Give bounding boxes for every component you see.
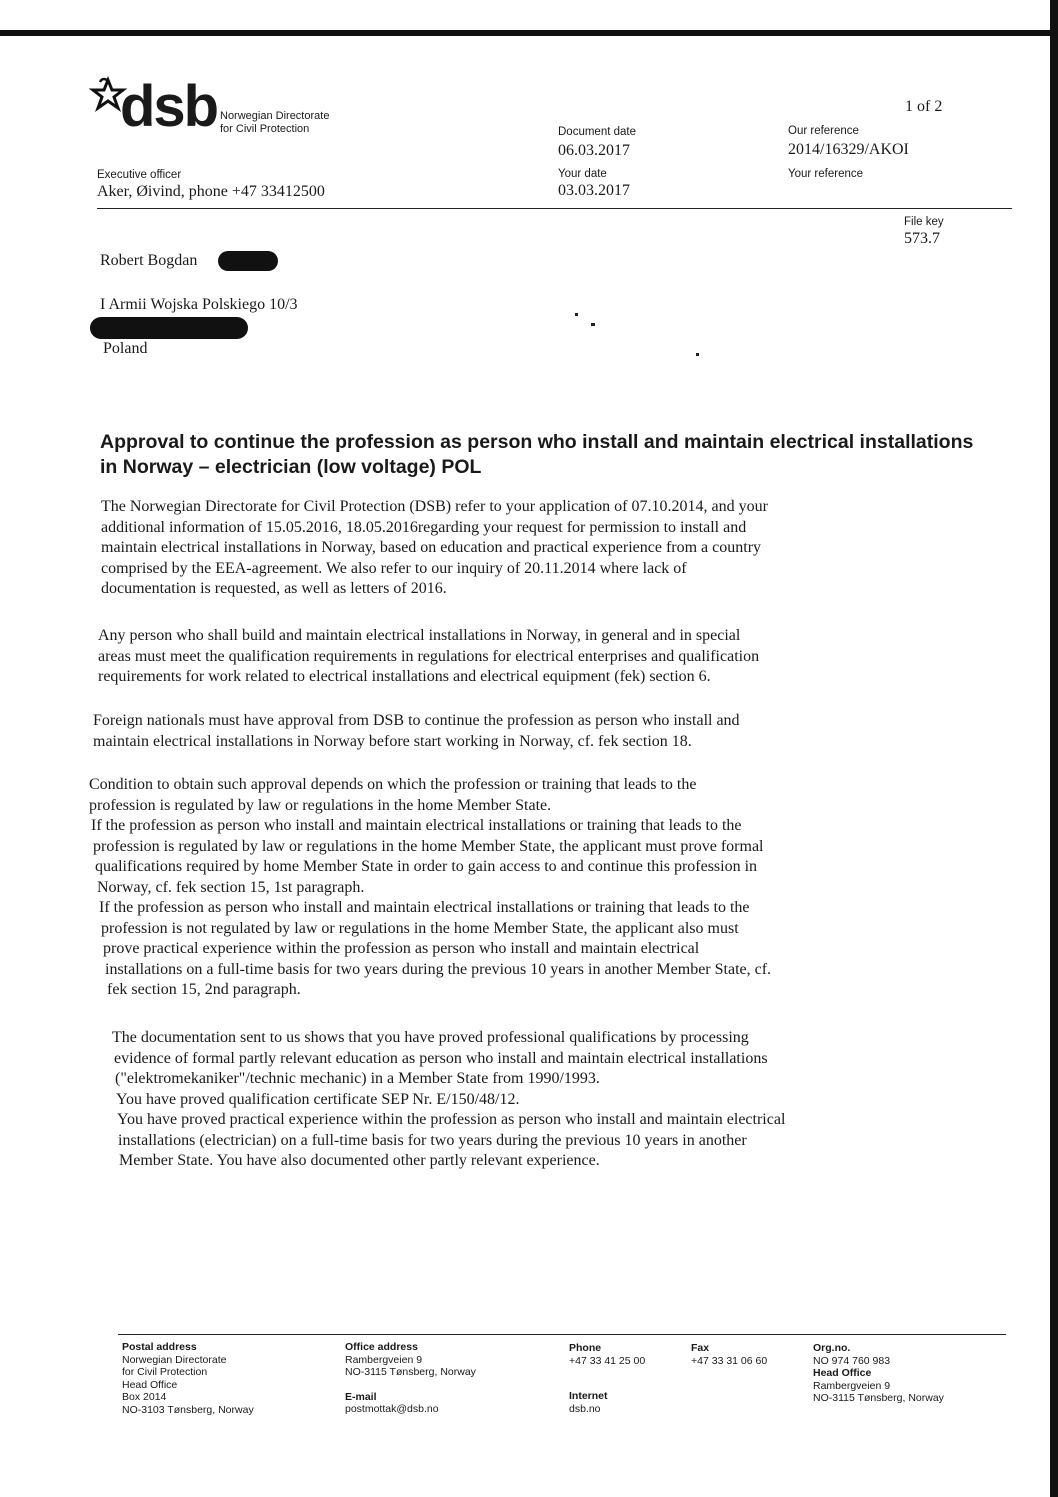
text-line: prove practical experience within the profession as person who install and maintain electrical [103, 940, 700, 957]
paragraph-qualification-requirements [98, 626, 998, 688]
footer-heading: Head Office [813, 1367, 872, 1379]
our-reference-label: Our reference [788, 125, 859, 137]
your-date-label: Your date [558, 168, 607, 180]
document-date-label: Document date [558, 126, 636, 138]
text-line: Condition to obtain such approval depends on which the profession or training that leads to the [89, 776, 697, 793]
text-line: profession is not regulated by law or regulations in the home Member State, the applicant also must [101, 919, 739, 937]
footer-heading: Phone [569, 1342, 602, 1354]
your-date: 03.03.2017 [558, 182, 630, 199]
footer-website: dsb.no [569, 1402, 601, 1415]
your-reference-label: Your reference [788, 168, 864, 180]
footer-heading: E-mail [345, 1390, 377, 1403]
footer-phone [569, 1342, 679, 1415]
text-line: evidence of formal partly relevant education as person who install and maintain electrical installations [114, 1049, 768, 1067]
footer-line: NO-3103 Tønsberg, Norway [122, 1403, 254, 1416]
executive-officer: Aker, Øivind, phone +47 33412500 [97, 183, 325, 200]
file-key-label: File key [904, 216, 944, 228]
footer-line: Box 2014 [122, 1391, 167, 1403]
text-line: Member State. You have also documented other partly relevant experience. [119, 1152, 600, 1169]
text-line: The documentation sent to us shows that you have proved professional qualifications by processing [112, 1029, 749, 1046]
page-count: 1 of 2 [905, 98, 943, 115]
text-line: installations (electrician) on a full-time basis for two years during the previous 10 years in another [118, 1131, 747, 1149]
text-line: fek section 15, 2nd paragraph. [107, 981, 301, 998]
text-line: You have proved qualification certificate SEP Nr. E/150/48/12. [116, 1090, 520, 1108]
text-line: profession is regulated by law or regulations in the home Member State, the applicant must prove formal [93, 837, 764, 855]
scan-right-edge [1050, 0, 1058, 1497]
text-line: additional information of 15.05.2016, 18.05.2016regarding your request for permission to install and [101, 518, 747, 536]
scan-speck [591, 323, 595, 326]
footer-org [813, 1342, 998, 1405]
text-line: If the profession as person who install and maintain electrical installations or training that leads to the [91, 817, 742, 834]
paragraph-documentation-findings [112, 1028, 1012, 1172]
footer-fax-number: +47 33 31 06 60 [691, 1354, 768, 1367]
file-key: 573.7 [904, 230, 940, 247]
recipient-name: Robert Bogdan [100, 252, 198, 269]
footer-line: Rambergveien 9 [813, 1379, 891, 1392]
footer-line: NO-3115 Tønsberg, Norway [813, 1392, 944, 1404]
org-name-line1: Norwegian Directorate [220, 110, 330, 122]
scan-speck [696, 353, 699, 356]
scan-top-edge [0, 30, 1058, 36]
text-line: comprised by the EEA-agreement. We also refer to our inquiry of 20.11.2014 where lack of [101, 559, 687, 577]
footer-fax [691, 1342, 801, 1367]
recipient-country: Poland [103, 340, 148, 357]
footer-heading: Office address [345, 1341, 418, 1353]
our-reference: 2014/16329/AKOI [788, 141, 909, 158]
paragraph-foreign-nationals [93, 711, 993, 752]
footer-divider [118, 1334, 1006, 1335]
footer-heading: Org.no. [813, 1342, 851, 1354]
text-line: maintain electrical installations in Norway before start working in Norway, cf. fek section 18. [93, 732, 692, 750]
footer-heading: Postal address [122, 1341, 197, 1353]
text-line: Foreign nationals must have approval from DSB to continue the profession as person who install and [93, 712, 740, 729]
text-line: areas must meet the qualification requirements in regulations for electrical enterprises and qualification [98, 647, 760, 665]
recipient-street: I Armii Wojska Polskiego 10/3 [100, 296, 298, 313]
text-line: profession is regulated by law or regulations in the home Member State. [89, 796, 552, 814]
executive-officer-label: Executive officer [97, 169, 182, 181]
footer-line: Rambergveien 9 [345, 1353, 423, 1366]
footer-line: Head Office [122, 1378, 178, 1391]
paragraph-application-reference [101, 497, 1001, 600]
redacted-surname [218, 251, 278, 271]
letter-title: Approval to continue the profession as person who install and maintain electrical installations in Norway – electrician (low voltage) POL [100, 431, 974, 478]
footer-heading: Fax [691, 1342, 710, 1354]
footer-phone-number: +47 33 41 25 00 [569, 1354, 646, 1367]
footer-line: NO-3115 Tønsberg, Norway [345, 1366, 476, 1378]
dsb-logo-text: dsb [120, 74, 218, 139]
text-line: requirements for work related to electrical installations and electrical equipment (fek) section 6. [98, 668, 711, 685]
org-name-line2: for Civil Protection [220, 123, 310, 135]
footer-heading: Internet [569, 1390, 608, 1402]
header-divider [97, 208, 1012, 209]
text-line: documentation is requested, as well as letters of 2016. [101, 580, 447, 597]
document-date: 06.03.2017 [558, 142, 630, 159]
text-line: Any person who shall build and maintain electrical installations in Norway, in general and in special [98, 627, 741, 644]
text-line: You have proved practical experience within the profession as person who install and maintain electrical [117, 1111, 786, 1128]
org-name [220, 110, 329, 136]
footer-office-address [345, 1341, 545, 1416]
redacted-postcode-city [90, 317, 248, 339]
scan-speck [575, 313, 578, 316]
text-line: qualifications required by home Member State in order to gain access to and continue this profession in [95, 858, 758, 875]
text-line: maintain electrical installations in Norway, based on education and practical experience from a country [101, 539, 762, 556]
footer-email: postmottak@dsb.no [345, 1403, 439, 1415]
text-line: installations on a full-time basis for two years during the previous 10 years in another Member State, cf. [105, 960, 772, 978]
footer-postal-address [122, 1341, 322, 1416]
text-line: The Norwegian Directorate for Civil Protection (DSB) refer to your application of 07.10.2014, and your [101, 498, 768, 515]
footer-line: for Civil Protection [122, 1366, 208, 1378]
footer-line: Norwegian Directorate [122, 1353, 227, 1366]
paragraph-approval-conditions [89, 775, 1009, 1001]
text-line: Norway, cf. fek section 15, 1st paragraph. [97, 878, 365, 896]
text-line: If the profession as person who install and maintain electrical installations or training that leads to the [99, 899, 750, 916]
footer-org-number: NO 974 760 983 [813, 1354, 891, 1367]
text-line: ("elektromekaniker"/technic mechanic) in a Member State from 1990/1993. [115, 1070, 600, 1087]
